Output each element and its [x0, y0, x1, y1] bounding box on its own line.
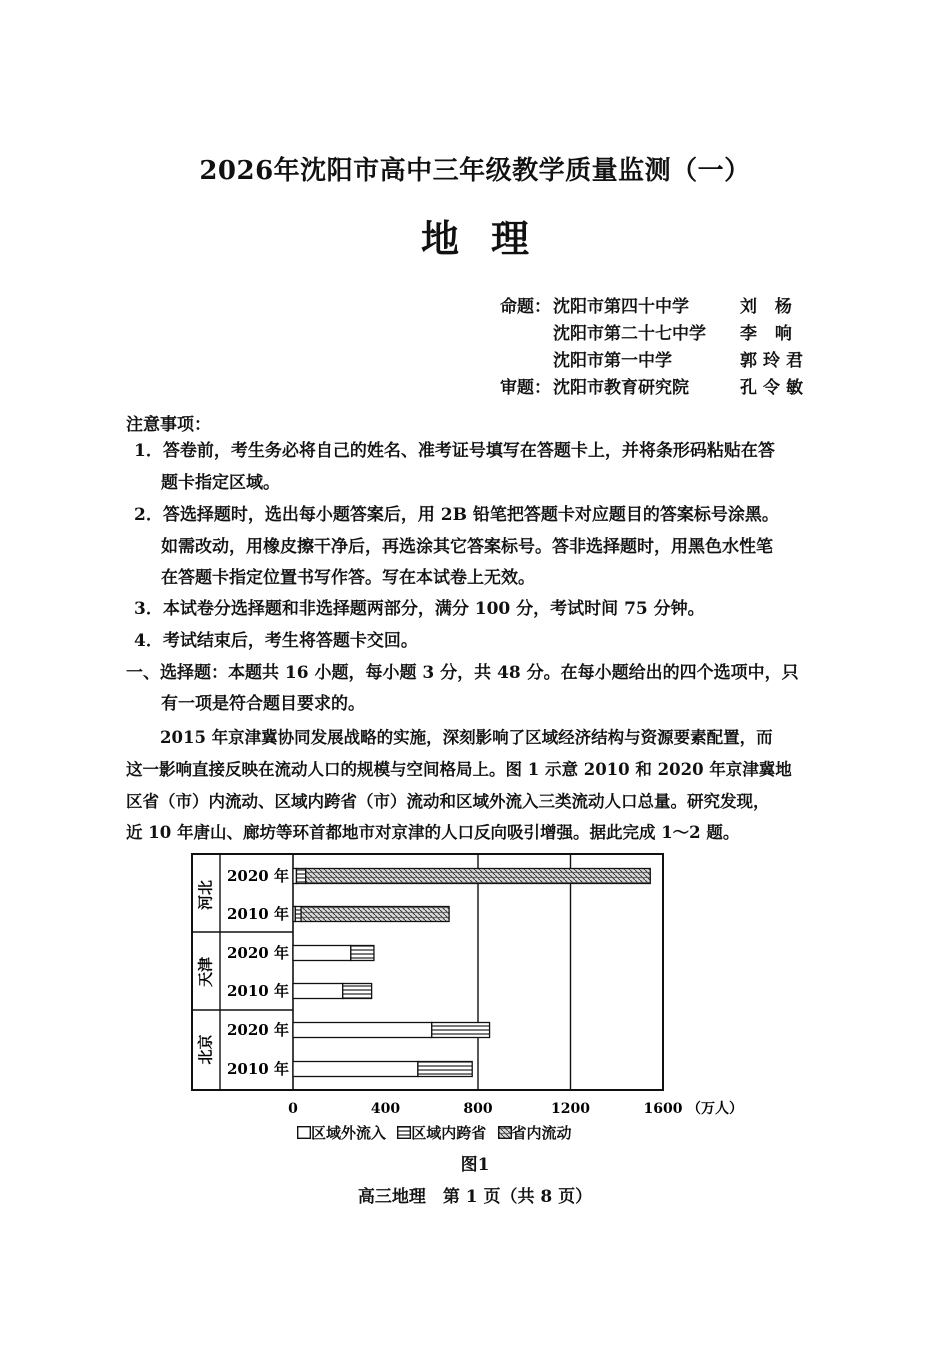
x-axis-unit: （万人）: [687, 1101, 743, 1117]
passage-line: 近 10 年唐山、廊坊等环首都地市对京津的人口反向吸引增强。据此完成 1～2 题。: [126, 823, 740, 842]
bar-segment-external: [293, 1023, 432, 1038]
bar-segment-intra-province: [301, 907, 449, 922]
x-tick-label: 800: [463, 1101, 493, 1117]
notes-title: 注意事项：: [126, 415, 211, 435]
bar-segment-external: [293, 984, 343, 999]
credit-school: 沈阳市第四十中学: [553, 297, 689, 317]
region-label: 北京: [196, 1034, 215, 1065]
note-line: 2．答选择题时，选出每小题答案后，用 2B 铅笔把答题卡对应题目的答案标号涂黑。: [134, 505, 779, 525]
legend-item: [297, 1124, 391, 1142]
plot-frame: [192, 854, 663, 1090]
bar-segment-cross-province: [351, 946, 374, 961]
legend-item: [397, 1124, 491, 1142]
credit-person: 刘 杨: [740, 297, 798, 317]
x-tick-label: 400: [370, 1101, 401, 1117]
bar-segment-cross-province: [296, 869, 305, 884]
bar-segment-external: [293, 946, 351, 961]
section-heading: 一、选择题：本题共 16 小题，每小题 3 分，共 48 分。在每小题给出的四个选项中，只: [126, 663, 799, 683]
credit-role: 审题：: [500, 378, 551, 398]
note-line: 4．考试结束后，考生将答题卡交回。: [134, 631, 418, 651]
x-tick-label: 1600: [643, 1101, 683, 1117]
credit-person: 孔令敏: [740, 378, 809, 398]
subject-title: 地理: [420, 216, 561, 261]
x-tick-label: 0: [288, 1101, 298, 1117]
row-year-label: 2020 年: [227, 867, 289, 885]
credit-school: 沈阳市第二十七中学: [553, 324, 706, 344]
bar-segment-intra-province: [306, 869, 651, 884]
note-line: 3．本试卷分选择题和非选择题两部分，满分 100 分，考试时间 75 分钟。: [134, 599, 705, 619]
legend-swatch-dense: [498, 1126, 512, 1139]
note-line: 题卡指定区域。: [161, 473, 280, 493]
row-year-label: 2010 年: [227, 1060, 289, 1078]
bar-segment-external: [293, 1062, 418, 1077]
row-year-label: 2010 年: [227, 905, 289, 923]
passage-line: 这一影响直接反映在流动人口的规模与空间格局上。图 1 示意 2010 和 2020 年京津冀地: [126, 760, 792, 779]
legend-swatch-lines: [397, 1126, 411, 1139]
row-year-label: 2020 年: [227, 1021, 289, 1039]
passage-line: 区省（市）内流动、区域内跨省（市）流动和区域外流入三类流动人口总量。研究发现，: [126, 792, 770, 811]
migration-bar-chart: [180, 845, 780, 1145]
legend-label: 区域内跨省: [411, 1124, 487, 1142]
row-year-label: 2020 年: [227, 944, 289, 962]
credit-person: 郭玲君: [740, 351, 809, 371]
note-line: 如需改动，用橡皮擦干净后，再选涂其它答案标号。答非选择题时，用黑色水性笔: [161, 537, 773, 557]
note-line: 1．答卷前，考生务必将自己的姓名、准考证号填写在答题卡上，并将条形码粘贴在答: [134, 441, 775, 461]
credit-role: 命题：: [500, 297, 551, 317]
credit-school: 沈阳市教育研究院: [553, 378, 689, 398]
row-year-label: 2010 年: [227, 982, 289, 1000]
bar-segment-cross-province: [418, 1062, 472, 1077]
exam-title: 2026年沈阳市高中三年级教学质量监测（一）: [199, 156, 751, 186]
section-heading-cont: 有一项是符合题目要求的。: [161, 694, 365, 714]
credit-school: 沈阳市第一中学: [553, 351, 672, 371]
bar-segment-cross-province: [295, 907, 301, 922]
credit-person: 李 响: [740, 324, 798, 344]
note-line: 在答题卡指定位置书写作答。写在本试卷上无效。: [161, 568, 535, 588]
legend-label: 区域外流入: [311, 1124, 387, 1142]
bar-segment-cross-province: [432, 1023, 490, 1038]
region-label: 河北: [196, 879, 215, 911]
legend-item: [498, 1124, 572, 1142]
x-tick-label: 1200: [551, 1101, 590, 1117]
legend-swatch-blank: [297, 1126, 311, 1139]
figure-caption: 图1: [460, 1155, 490, 1175]
legend-label: 省内流动: [511, 1124, 572, 1142]
region-label: 天津: [196, 956, 215, 988]
passage-line: 2015 年京津冀协同发展战略的实施，深刻影响了区域经济结构与资源要素配置，而: [160, 728, 773, 747]
chart-legend: [297, 1122, 572, 1143]
page-footer: 高三地理 第 1 页（共 8 页）: [357, 1187, 593, 1207]
bar-segment-cross-province: [343, 984, 372, 999]
